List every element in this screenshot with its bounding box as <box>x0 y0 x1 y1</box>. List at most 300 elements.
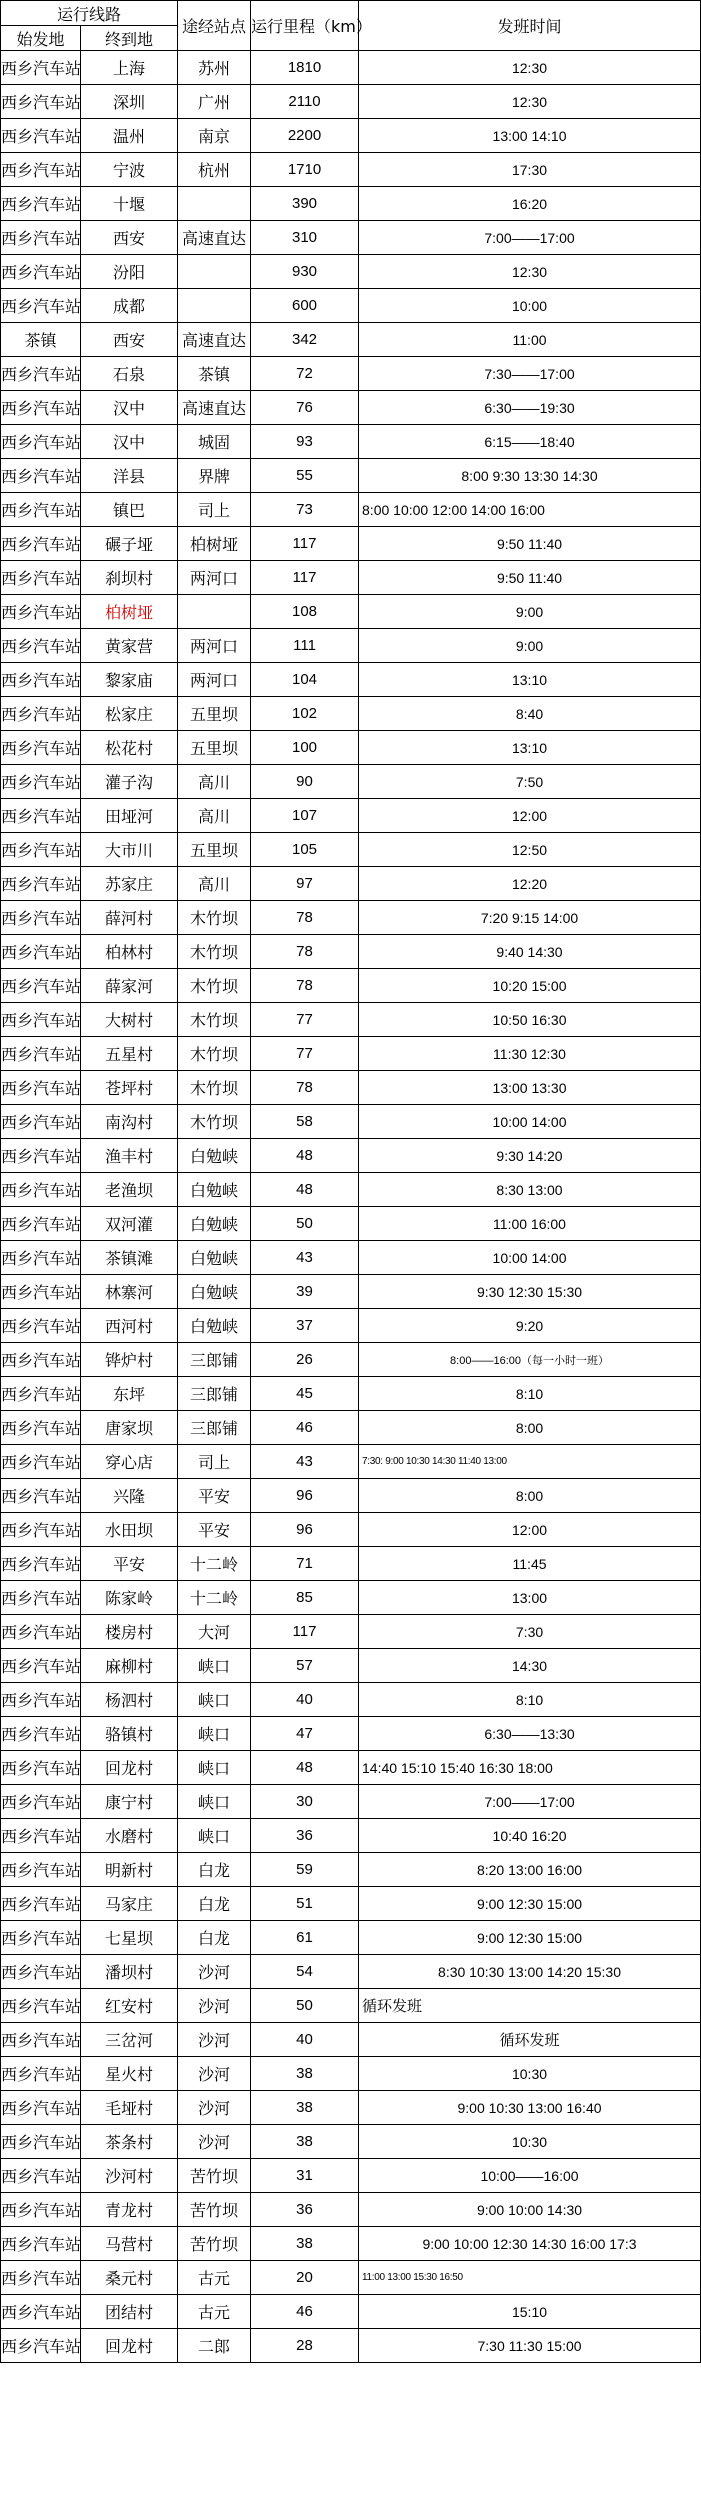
table-row <box>1 1921 701 1955</box>
origin-cell: 西乡汽车站 <box>1 391 81 425</box>
table-row <box>1 289 701 323</box>
destination-cell: 渔丰村 <box>81 1139 178 1173</box>
destination-cell: 三岔河 <box>81 2023 178 2057</box>
via-cell: 峡口 <box>178 1785 251 1819</box>
destination-cell: 西河村 <box>81 1309 178 1343</box>
table-row <box>1 2023 701 2057</box>
destination-cell: 桑元村 <box>81 2261 178 2295</box>
departure-times-cell: 8:00 <box>359 1479 701 1513</box>
departure-times-cell: 8:20 13:00 16:00 <box>359 1853 701 1887</box>
destination-cell: 洋县 <box>81 459 178 493</box>
departure-times-cell: 12:00 <box>359 1513 701 1547</box>
origin-cell: 西乡汽车站 <box>1 1411 81 1445</box>
destination-cell: 上海 <box>81 51 178 85</box>
table-row <box>1 323 701 357</box>
distance-cell: 107 <box>251 799 359 833</box>
departure-times-cell: 11:00 16:00 <box>359 1207 701 1241</box>
via-cell: 峡口 <box>178 1819 251 1853</box>
departure-times-cell: 7:30 11:30 15:00 <box>359 2329 701 2363</box>
destination-cell: 麻柳村 <box>81 1649 178 1683</box>
origin-cell: 西乡汽车站 <box>1 2193 81 2227</box>
distance-cell: 46 <box>251 1411 359 1445</box>
departure-times-cell: 12:30 <box>359 85 701 119</box>
distance-cell: 73 <box>251 493 359 527</box>
distance-cell: 30 <box>251 1785 359 1819</box>
departure-times-cell: 13:00 13:30 <box>359 1071 701 1105</box>
table-row <box>1 1989 701 2023</box>
destination-cell: 黄家营 <box>81 629 178 663</box>
table-row <box>1 2261 701 2295</box>
via-cell: 两河口 <box>178 663 251 697</box>
destination-cell: 穿心店 <box>81 1445 178 1479</box>
departure-times-cell: 7:50 <box>359 765 701 799</box>
departure-times-cell: 11:45 <box>359 1547 701 1581</box>
destination-cell: 东坪 <box>81 1377 178 1411</box>
destination-cell: 薛家河 <box>81 969 178 1003</box>
table-row <box>1 85 701 119</box>
departure-times-cell: 8:30 10:30 13:00 14:20 15:30 <box>359 1955 701 1989</box>
origin-cell: 西乡汽车站 <box>1 1513 81 1547</box>
departure-times-cell: 16:20 <box>359 187 701 221</box>
departure-times-cell: 9:50 11:40 <box>359 527 701 561</box>
table-row <box>1 799 701 833</box>
via-cell: 木竹坝 <box>178 1105 251 1139</box>
origin-cell: 西乡汽车站 <box>1 1989 81 2023</box>
origin-cell: 西乡汽车站 <box>1 969 81 1003</box>
distance-cell: 48 <box>251 1751 359 1785</box>
via-cell: 司上 <box>178 493 251 527</box>
destination-cell: 唐家坝 <box>81 1411 178 1445</box>
distance-cell: 39 <box>251 1275 359 1309</box>
via-cell: 三郎铺 <box>178 1411 251 1445</box>
origin-cell: 西乡汽车站 <box>1 2261 81 2295</box>
table-row <box>1 2295 701 2329</box>
destination-cell: 五星村 <box>81 1037 178 1071</box>
destination-cell: 田垭河 <box>81 799 178 833</box>
departures-header: 发班时间 <box>359 1 701 51</box>
via-cell: 木竹坝 <box>178 901 251 935</box>
destination-cell: 南沟村 <box>81 1105 178 1139</box>
via-cell: 高川 <box>178 799 251 833</box>
via-cell: 白勉峡 <box>178 1139 251 1173</box>
via-cell: 峡口 <box>178 1683 251 1717</box>
via-cell <box>178 595 251 629</box>
origin-cell: 西乡汽车站 <box>1 1717 81 1751</box>
departure-times-cell: 10:40 16:20 <box>359 1819 701 1853</box>
distance-cell: 2110 <box>251 85 359 119</box>
departure-times-cell: 14:30 <box>359 1649 701 1683</box>
origin-cell: 西乡汽车站 <box>1 1581 81 1615</box>
origin-cell: 西乡汽车站 <box>1 527 81 561</box>
via-cell: 司上 <box>178 1445 251 1479</box>
distance-cell: 117 <box>251 1615 359 1649</box>
table-row <box>1 1479 701 1513</box>
departure-times-cell: 6:30——13:30 <box>359 1717 701 1751</box>
destination-cell: 十堰 <box>81 187 178 221</box>
distance-cell: 50 <box>251 1989 359 2023</box>
origin-cell: 西乡汽车站 <box>1 1037 81 1071</box>
distance-cell: 72 <box>251 357 359 391</box>
distance-cell: 78 <box>251 969 359 1003</box>
via-cell: 木竹坝 <box>178 969 251 1003</box>
destination-cell: 青龙村 <box>81 2193 178 2227</box>
via-cell <box>178 289 251 323</box>
origin-cell: 西乡汽车站 <box>1 1887 81 1921</box>
via-cell <box>178 187 251 221</box>
origin-cell: 西乡汽车站 <box>1 2057 81 2091</box>
via-cell: 苦竹坝 <box>178 2227 251 2261</box>
table-row <box>1 527 701 561</box>
departure-times-cell: 8:10 <box>359 1683 701 1717</box>
distance-cell: 76 <box>251 391 359 425</box>
via-cell: 两河口 <box>178 629 251 663</box>
origin-cell: 西乡汽车站 <box>1 1173 81 1207</box>
via-cell: 白勉峡 <box>178 1309 251 1343</box>
distance-cell: 108 <box>251 595 359 629</box>
destination-cell: 温州 <box>81 119 178 153</box>
table-row <box>1 901 701 935</box>
via-cell: 平安 <box>178 1479 251 1513</box>
table-row <box>1 1955 701 1989</box>
table-row <box>1 221 701 255</box>
origin-cell: 西乡汽车站 <box>1 1377 81 1411</box>
via-cell: 白龙 <box>178 1853 251 1887</box>
table-row <box>1 2125 701 2159</box>
departure-times-cell: 9:30 12:30 15:30 <box>359 1275 701 1309</box>
table-row <box>1 2329 701 2363</box>
origin-cell: 西乡汽车站 <box>1 1343 81 1377</box>
departure-times-cell: 10:30 <box>359 2057 701 2091</box>
origin-cell: 西乡汽车站 <box>1 1479 81 1513</box>
departure-times-cell: 9:00 <box>359 595 701 629</box>
via-cell: 两河口 <box>178 561 251 595</box>
distance-cell: 31 <box>251 2159 359 2193</box>
distance-cell: 48 <box>251 1173 359 1207</box>
departure-times-cell: 11:00 13:00 15:30 16:50 <box>359 2261 701 2295</box>
origin-cell: 西乡汽车站 <box>1 1649 81 1683</box>
destination-cell: 碾子垭 <box>81 527 178 561</box>
via-cell: 沙河 <box>178 2023 251 2057</box>
table-row <box>1 969 701 1003</box>
table-row <box>1 1785 701 1819</box>
origin-cell: 西乡汽车站 <box>1 595 81 629</box>
distance-cell: 104 <box>251 663 359 697</box>
destination-cell: 红安村 <box>81 1989 178 2023</box>
destination-cell: 苍坪村 <box>81 1071 178 1105</box>
origin-cell: 西乡汽车站 <box>1 493 81 527</box>
via-cell: 平安 <box>178 1513 251 1547</box>
departure-times-cell: 8:10 <box>359 1377 701 1411</box>
destination-cell: 刹坝村 <box>81 561 178 595</box>
distance-cell: 51 <box>251 1887 359 1921</box>
table-row <box>1 255 701 289</box>
origin-cell: 西乡汽车站 <box>1 1207 81 1241</box>
destination-cell: 康宁村 <box>81 1785 178 1819</box>
departure-times-cell: 12:00 <box>359 799 701 833</box>
table-row <box>1 425 701 459</box>
via-cell: 峡口 <box>178 1717 251 1751</box>
destination-cell: 茶条村 <box>81 2125 178 2159</box>
distance-cell: 2200 <box>251 119 359 153</box>
departure-times-cell: 10:00 14:00 <box>359 1241 701 1275</box>
table-row <box>1 697 701 731</box>
destination-cell: 沙河村 <box>81 2159 178 2193</box>
table-row <box>1 357 701 391</box>
departure-times-cell: 8:40 <box>359 697 701 731</box>
distance-header: 运行里程（km） <box>251 1 359 51</box>
departure-times-cell: 7:00——17:00 <box>359 221 701 255</box>
via-cell: 高速直达 <box>178 391 251 425</box>
departure-times-cell: 9:00 10:00 14:30 <box>359 2193 701 2227</box>
departure-times-cell: 10:30 <box>359 2125 701 2159</box>
origin-cell: 西乡汽车站 <box>1 425 81 459</box>
table-row <box>1 459 701 493</box>
table-row <box>1 2193 701 2227</box>
distance-cell: 78 <box>251 901 359 935</box>
via-cell: 高速直达 <box>178 221 251 255</box>
origin-cell: 西乡汽车站 <box>1 255 81 289</box>
departure-times-cell: 8:00——16:00（每一小时一班） <box>359 1343 701 1377</box>
via-cell: 白勉峡 <box>178 1173 251 1207</box>
distance-cell: 48 <box>251 1139 359 1173</box>
destination-cell: 团结村 <box>81 2295 178 2329</box>
origin-cell: 西乡汽车站 <box>1 1241 81 1275</box>
departure-times-cell: 9:40 14:30 <box>359 935 701 969</box>
departure-times-cell: 12:50 <box>359 833 701 867</box>
route-group-header: 运行线路 <box>1 1 178 26</box>
distance-cell: 310 <box>251 221 359 255</box>
table-row <box>1 51 701 85</box>
distance-cell: 47 <box>251 1717 359 1751</box>
origin-cell: 西乡汽车站 <box>1 1819 81 1853</box>
distance-cell: 102 <box>251 697 359 731</box>
destination-cell: 汾阳 <box>81 255 178 289</box>
via-cell: 高速直达 <box>178 323 251 357</box>
destination-cell: 杨泗村 <box>81 1683 178 1717</box>
destination-cell: 回龙村 <box>81 1751 178 1785</box>
via-cell <box>178 255 251 289</box>
distance-cell: 930 <box>251 255 359 289</box>
via-cell: 苦竹坝 <box>178 2159 251 2193</box>
distance-cell: 38 <box>251 2227 359 2261</box>
destination-cell: 水田坝 <box>81 1513 178 1547</box>
distance-cell: 58 <box>251 1105 359 1139</box>
origin-cell: 西乡汽车站 <box>1 2227 81 2261</box>
distance-cell: 93 <box>251 425 359 459</box>
departure-times-cell: 17:30 <box>359 153 701 187</box>
distance-cell: 36 <box>251 1819 359 1853</box>
destination-cell: 成都 <box>81 289 178 323</box>
table-row <box>1 1343 701 1377</box>
destination-cell: 双河灌 <box>81 1207 178 1241</box>
departure-times-cell: 10:00——16:00 <box>359 2159 701 2193</box>
origin-cell: 西乡汽车站 <box>1 765 81 799</box>
table-row <box>1 1819 701 1853</box>
distance-cell: 100 <box>251 731 359 765</box>
destination-cell: 明新村 <box>81 1853 178 1887</box>
origin-cell: 西乡汽车站 <box>1 1445 81 1479</box>
table-row <box>1 153 701 187</box>
table-row <box>1 1071 701 1105</box>
table-row <box>1 1173 701 1207</box>
distance-cell: 90 <box>251 765 359 799</box>
via-cell: 木竹坝 <box>178 1037 251 1071</box>
table-row <box>1 493 701 527</box>
origin-cell: 茶镇 <box>1 323 81 357</box>
via-cell: 五里坝 <box>178 833 251 867</box>
origin-cell: 西乡汽车站 <box>1 85 81 119</box>
departure-times-cell: 10:50 16:30 <box>359 1003 701 1037</box>
distance-cell: 117 <box>251 561 359 595</box>
origin-cell: 西乡汽车站 <box>1 1853 81 1887</box>
via-cell: 古元 <box>178 2295 251 2329</box>
departure-times-cell: 7:30: 9:00 10:30 14:30 11:40 13:00 <box>359 1445 701 1479</box>
distance-cell: 26 <box>251 1343 359 1377</box>
via-cell: 白勉峡 <box>178 1241 251 1275</box>
departure-times-cell: 循环发班 <box>359 1989 701 2023</box>
via-cell: 木竹坝 <box>178 1071 251 1105</box>
destination-cell: 松家庄 <box>81 697 178 731</box>
origin-cell: 西乡汽车站 <box>1 2329 81 2363</box>
departure-times-cell: 9:50 11:40 <box>359 561 701 595</box>
table-row <box>1 561 701 595</box>
origin-cell: 西乡汽车站 <box>1 799 81 833</box>
destination-cell: 松花村 <box>81 731 178 765</box>
table-row <box>1 1037 701 1071</box>
destination-cell: 灌子沟 <box>81 765 178 799</box>
distance-cell: 1810 <box>251 51 359 85</box>
destination-cell: 林寨河 <box>81 1275 178 1309</box>
table-row <box>1 1513 701 1547</box>
departure-times-cell: 11:00 <box>359 323 701 357</box>
departure-times-cell: 12:30 <box>359 51 701 85</box>
table-row <box>1 1615 701 1649</box>
departure-times-cell: 9:30 14:20 <box>359 1139 701 1173</box>
origin-cell: 西乡汽车站 <box>1 459 81 493</box>
via-cell: 高川 <box>178 867 251 901</box>
via-cell: 古元 <box>178 2261 251 2295</box>
origin-cell: 西乡汽车站 <box>1 2023 81 2057</box>
distance-cell: 85 <box>251 1581 359 1615</box>
destination-cell: 铧炉村 <box>81 1343 178 1377</box>
via-cell: 大河 <box>178 1615 251 1649</box>
origin-cell: 西乡汽车站 <box>1 1751 81 1785</box>
distance-cell: 111 <box>251 629 359 663</box>
origin-cell: 西乡汽车站 <box>1 187 81 221</box>
via-cell: 木竹坝 <box>178 935 251 969</box>
origin-cell: 西乡汽车站 <box>1 935 81 969</box>
distance-cell: 71 <box>251 1547 359 1581</box>
table-row <box>1 391 701 425</box>
table-row <box>1 833 701 867</box>
via-cell: 白龙 <box>178 1887 251 1921</box>
destination-cell: 楼房村 <box>81 1615 178 1649</box>
departure-times-cell: 14:40 15:10 15:40 16:30 18:00 <box>359 1751 701 1785</box>
via-cell: 沙河 <box>178 1989 251 2023</box>
distance-cell: 61 <box>251 1921 359 1955</box>
departure-times-cell: 8:30 13:00 <box>359 1173 701 1207</box>
origin-cell: 西乡汽车站 <box>1 1105 81 1139</box>
origin-cell: 西乡汽车站 <box>1 697 81 731</box>
via-cell: 苦竹坝 <box>178 2193 251 2227</box>
table-row <box>1 1139 701 1173</box>
table-row <box>1 1411 701 1445</box>
origin-cell: 西乡汽车站 <box>1 1309 81 1343</box>
via-cell: 十二岭 <box>178 1581 251 1615</box>
destination-cell: 汉中 <box>81 391 178 425</box>
destination-cell: 大树村 <box>81 1003 178 1037</box>
via-cell: 三郎铺 <box>178 1377 251 1411</box>
table-row <box>1 935 701 969</box>
table-row <box>1 1683 701 1717</box>
departure-times-cell: 9:00 12:30 15:00 <box>359 1921 701 1955</box>
origin-cell: 西乡汽车站 <box>1 289 81 323</box>
distance-cell: 390 <box>251 187 359 221</box>
via-cell: 茶镇 <box>178 357 251 391</box>
origin-cell: 西乡汽车站 <box>1 1615 81 1649</box>
origin-cell: 西乡汽车站 <box>1 1955 81 1989</box>
distance-cell: 96 <box>251 1513 359 1547</box>
destination-cell: 马家庄 <box>81 1887 178 1921</box>
via-cell: 木竹坝 <box>178 1003 251 1037</box>
table-row <box>1 867 701 901</box>
departure-times-cell: 9:00 10:30 13:00 16:40 <box>359 2091 701 2125</box>
departure-times-cell: 15:10 <box>359 2295 701 2329</box>
table-row <box>1 1275 701 1309</box>
departure-times-cell: 8:00 10:00 12:00 14:00 16:00 <box>359 493 701 527</box>
via-cell: 白勉峡 <box>178 1207 251 1241</box>
table-row <box>1 765 701 799</box>
origin-cell: 西乡汽车站 <box>1 2091 81 2125</box>
departure-times-cell: 12:20 <box>359 867 701 901</box>
departure-times-cell: 13:00 <box>359 1581 701 1615</box>
table-row <box>1 1003 701 1037</box>
distance-cell: 38 <box>251 2091 359 2125</box>
departure-times-cell: 循环发班 <box>359 2023 701 2057</box>
via-cell: 沙河 <box>178 2125 251 2159</box>
departure-times-cell: 9:00 <box>359 629 701 663</box>
departure-times-cell: 7:20 9:15 14:00 <box>359 901 701 935</box>
distance-cell: 78 <box>251 935 359 969</box>
origin-cell: 西乡汽车站 <box>1 1071 81 1105</box>
departure-times-cell: 9:20 <box>359 1309 701 1343</box>
destination-cell: 西安 <box>81 323 178 357</box>
distance-cell: 59 <box>251 1853 359 1887</box>
origin-cell: 西乡汽车站 <box>1 901 81 935</box>
distance-cell: 43 <box>251 1445 359 1479</box>
table-row <box>1 731 701 765</box>
distance-cell: 43 <box>251 1241 359 1275</box>
via-cell: 峡口 <box>178 1751 251 1785</box>
distance-cell: 38 <box>251 2125 359 2159</box>
distance-cell: 78 <box>251 1071 359 1105</box>
via-cell: 广州 <box>178 85 251 119</box>
via-cell: 三郎铺 <box>178 1343 251 1377</box>
distance-cell: 28 <box>251 2329 359 2363</box>
distance-cell: 37 <box>251 1309 359 1343</box>
table-row <box>1 1241 701 1275</box>
origin-cell: 西乡汽车站 <box>1 1921 81 1955</box>
distance-cell: 1710 <box>251 153 359 187</box>
departure-times-cell: 7:30——17:00 <box>359 357 701 391</box>
destination-cell: 大市川 <box>81 833 178 867</box>
distance-cell: 46 <box>251 2295 359 2329</box>
origin-cell: 西乡汽车站 <box>1 1547 81 1581</box>
departure-times-cell: 10:00 14:00 <box>359 1105 701 1139</box>
destination-cell: 马营村 <box>81 2227 178 2261</box>
destination-cell: 七星坝 <box>81 1921 178 1955</box>
table-row <box>1 119 701 153</box>
